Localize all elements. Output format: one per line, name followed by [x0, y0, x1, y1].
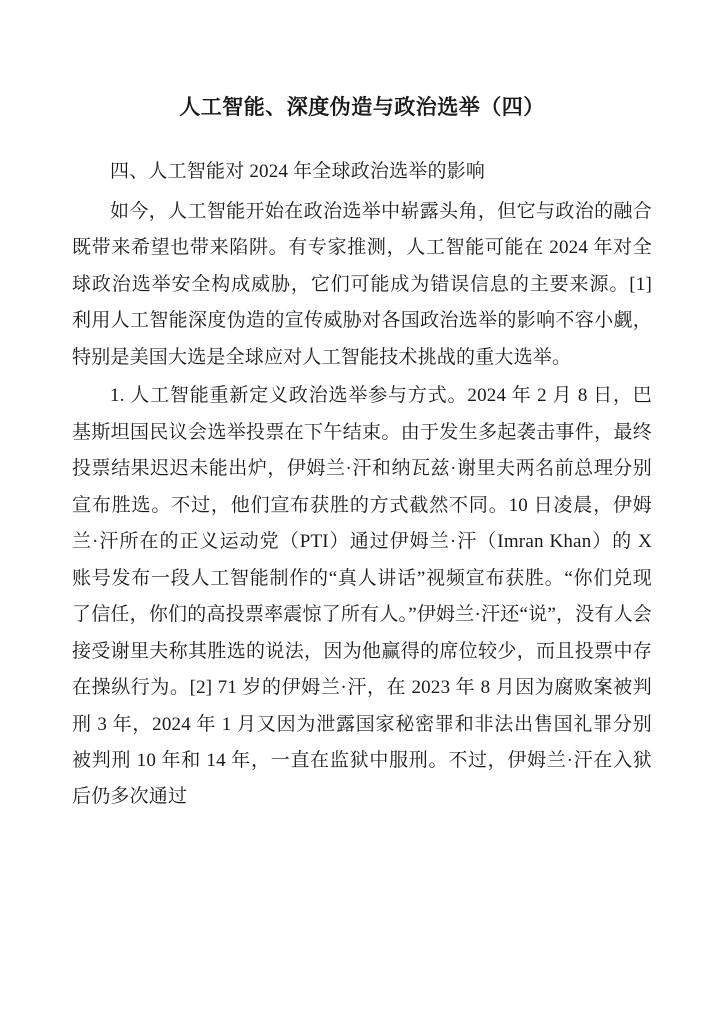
paragraph: 如今，人工智能开始在政治选举中崭露头角，但它与政治的融合既带来希望也带来陷阱。有专家推测，人工智能可能在 2024 年对全球政治选举安全构成威胁，它们可能成为错误信息的主要来源。[1] 利用人工智能深度伪造的宣传威胁对各国政治选举的影响不容小觑，特别是美国大选是全球应对人工智能技术挑战的重大选举。	[72, 200, 652, 368]
paragraph: 1. 人工智能重新定义政治选举参与方式。2024 年 2 月 8 日，巴基斯坦国民议会选举投票在下午结束。由于发生多起袭击事件，最终投票结果迟迟未能出炉，伊姆兰·汗和纳瓦兹·谢里夫两名前总理分别宣布胜选。不过，他们宣布获胜的方式截然不同。10 日凌晨，伊姆兰·汗所在的正义运动党（PTI）通过伊姆兰·汗（Imran Khan）的 X 账号发布一段人工智能制作的“真人讲话”视频宣布获胜。“你们兑现了信任，你们的高投票率震惊了所有人。”伊姆兰·汗还“说”，没有人会接受谢里夫称其胜选的说法，因为他赢得的席位较少，而且投票中存在操纵行为。[2] 71 岁的伊姆兰·汗，在 2023 年 8 月因为腐败案被判刑 3 年，2024 年 1 月又因为泄露国家秘密罪和非法出售国礼罪分别被判刑 10 年和 14 年，一直在监狱中服刑。不过，伊姆兰·汗在入狱后仍多次通过	[72, 385, 652, 808]
page-title: 人工智能、深度伪造与政治选举（四）	[179, 95, 545, 119]
section-heading: 四、人工智能对 2024 年全球政治选举的影响	[110, 160, 486, 182]
document-body	[72, 154, 652, 816]
